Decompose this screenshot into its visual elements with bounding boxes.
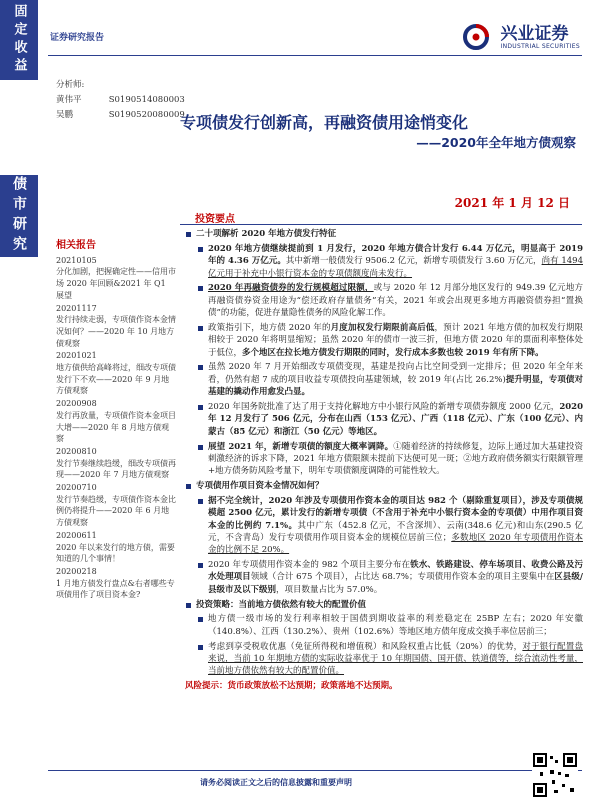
analyst-block bbox=[56, 78, 185, 123]
risk-warning: 风险提示：货币政策放松不达预期；政策落地不达预期。 bbox=[185, 681, 398, 692]
related-report-date: 20201117 bbox=[56, 303, 97, 313]
brand-logo-icon bbox=[463, 22, 497, 52]
footer-divider bbox=[48, 770, 582, 771]
bullet-point: 展望 2021 年，新增专项债的额度大概率调降。①随着经济的持续修复，边际上通过加大基建投资刺激经济的诉求下降，2021 年地方债限额未提前下达便可见一斑；②地方政府债务额实行限额管理+地方债务防风险考量下，明年专项债额度调降的可能性较大。 bbox=[185, 441, 583, 478]
analyst-row bbox=[56, 108, 185, 123]
report-title: 专项债发行创新高，再融资债用途悄变化 bbox=[180, 113, 469, 132]
related-report-date: 20200710 bbox=[56, 483, 97, 493]
key-points-heading: 投资要点 bbox=[195, 214, 235, 225]
analyst-label: 分析师: bbox=[56, 80, 85, 90]
brand-name-cn: 兴业证券 bbox=[500, 23, 569, 44]
brand-logo bbox=[463, 22, 581, 52]
related-report-link[interactable]: 分化加剧，把握确定性——信用市场 2020 年回顾&2021 年 Q1 展望 bbox=[56, 267, 176, 300]
bullet-point: 2020 年再融资债券的发行规模超过限额，或与 2020 年 12 月部分地区发行的 949.39 亿元地方再融资债券资金用途为“偿还政府存量债务”有关，2021 年或会出现更多地方再融资债券担“置换债”的功能，促进存量隐性债务的风险化解工作。 bbox=[185, 282, 583, 319]
report-subtitle: ——2020年全年地方债观察 bbox=[416, 135, 576, 150]
analyst-row bbox=[56, 93, 185, 108]
report-date: 2021 年 1 月 12 日 bbox=[454, 196, 570, 210]
report-type-label: 证券研究报告 bbox=[50, 33, 105, 43]
bullet-point: 2020 年专项债用作资本金的 982 个项目主要分布在铁水、铁路建设、停车场项目、收费公路及污水处理项目领域（合计 675 个项目），占比达 68.7%；专项债用作资本金的项目主要集中在区县级/县级市及以下级别，项目数量占比为 57.0%。 bbox=[185, 559, 583, 596]
related-report-link[interactable]: 发行持续走弱，专项债作资本金情况如何？——2020 年 10 月地方债观察 bbox=[56, 315, 176, 348]
bullet-point: 地方债一级市场的发行利率相较于国债到期收益率的利差稳定在 25BP 左右；2020 年安徽（140.8%）、江西（130.2%）、贵州（102.6%）等地区地方债年度成交换手率位居前三； bbox=[185, 613, 583, 638]
related-report-link[interactable]: 发行节奏趋缓，专项债作资本金比例仍将提升——2020 年 6 月地方债观察 bbox=[56, 494, 176, 528]
related-report-date: 20200810 bbox=[56, 446, 97, 456]
related-report-date: 20200218 bbox=[56, 566, 97, 576]
related-report-date: 20210105 bbox=[56, 255, 97, 265]
side-tag-fixed-income: 固定收益 bbox=[0, 0, 38, 80]
related-report-link[interactable]: 发行再放量，专项债作资本金项目大增——2020 年 8 月地方债观察 bbox=[56, 410, 176, 444]
bullet-point: 考虑到享受税收优惠（免征所得税和增值税）和风险权重占比低（20%）的优势，对于银行配置盘来说，当前 10 年期地方债的实际收益率优于 10 年期国债、国开债、铁道债等，综合流动性考量，当前地方债依然有较大的配置价值。 bbox=[185, 641, 583, 678]
related-reports-heading: 相关报告 bbox=[56, 240, 96, 251]
bullet-point: 2020 年国务院批准了达了用于支持化解地方中小银行风险的新增专项债券额度 2000 亿元，2020 年 12 月发行了 506 亿元，分布在山西（153 亿元）、广西（118 亿元）、广东（100 亿元）、内蒙古（85 亿元）和浙江（50 亿元）等地区。 bbox=[185, 401, 583, 438]
analyst-name: 吴鹏 bbox=[56, 110, 74, 120]
related-report-date: 20200908 bbox=[56, 399, 97, 409]
side-tag-bond-research: 债市研究 bbox=[0, 175, 38, 257]
related-report-date: 20201021 bbox=[56, 351, 97, 361]
section-heading: 专项债用作项目资本金情况如何？ bbox=[185, 480, 583, 492]
bullet-point: 虽然 2020 年 7 月开始细改专项债变现，基建是投向占比空间受到一定排斥；但 2020 年全年来看，仍然有超 7 成的项目收益专项债投向基建领域，较 2019 年(占比 26.2%)提升明显，专项债对基建的撬动作用愈发凸显。 bbox=[185, 361, 583, 398]
related-report-date: 20200611 bbox=[56, 530, 97, 540]
key-points-divider bbox=[180, 224, 582, 225]
section-heading: 二十项解析 2020 年地方债发行特征 bbox=[185, 228, 583, 240]
related-report-link[interactable]: 1 月地方债发行盘点&右者哪些专项债用作了项目资本金? bbox=[56, 578, 175, 600]
analyst-cert: S0190520080009 bbox=[108, 110, 185, 120]
brand-name-en: INDUSTRIAL SECURITIES bbox=[500, 42, 580, 50]
disclaimer-footer: 请务必阅读正文之后的信息披露和重要声明 bbox=[200, 777, 352, 787]
bullet-point: 政策指引下，地方债 2020 年的月度加权发行期限前高后低，预计 2021 年地方债的加权发行期限相较于 2020 年将明显缩短；虽然 2020 年的债市一波三折，但地方债 2020 年的票面利率整体处于低位，多个地区在拉长地方债发行期限的同时，发行成本多数也较 2019 年有所下降。 bbox=[185, 322, 583, 359]
qr-code-icon bbox=[532, 752, 578, 798]
key-points-body bbox=[185, 228, 583, 695]
section-heading: 投资策略：当前地方债依然有较大的配置价值 bbox=[185, 599, 583, 611]
analyst-cert: S0190514080003 bbox=[108, 95, 185, 105]
related-report-link[interactable]: 发行节奏继续趋缓，细改专项债再现——2020 年 7 月地方债观察 bbox=[56, 458, 176, 480]
analyst-name: 黄伟平 bbox=[56, 95, 82, 105]
related-report-link[interactable]: 2020 年以来发行的地方债，需要知道的几个事情！ bbox=[56, 542, 175, 564]
header-divider bbox=[48, 55, 582, 56]
bullet-point: 据不完全统计，2020 年涉及专项债用作资本金的项目达 982 个（剔除重复项目），涉及专项债规模超 2500 亿元，累计发行的新增专项债（不含用于补充中小银行资本金的专项债）中用作项目资本金的比例约 7.1%。其中广东（452.8 亿元，不含深圳）、云南(348.6 亿元)和山东(290.5 亿元，不含青岛）发行专项债用作项目资本金的规模位居前三位；多数地区 2020 年专项债用作资本金的比例不足 20%。 bbox=[185, 495, 583, 557]
related-reports bbox=[56, 240, 176, 602]
related-report-link[interactable]: 地方债供给高峰将过，细改专项债发行下不欢——2020 年 9 月地方债观察 bbox=[56, 363, 176, 396]
bullet-point: 2020 年地方债继续提前到 1 月发行，2020 年地方债合计发行 6.44 万亿元，明显高于 2019 年的 4.36 万亿元。其中新增一般债发行 9506.2 亿元，新增专项债发行 3.60 万亿元，尚有 1494 亿元用于补充中小银行资本金的专项债额度尚未发行。 bbox=[185, 243, 583, 280]
